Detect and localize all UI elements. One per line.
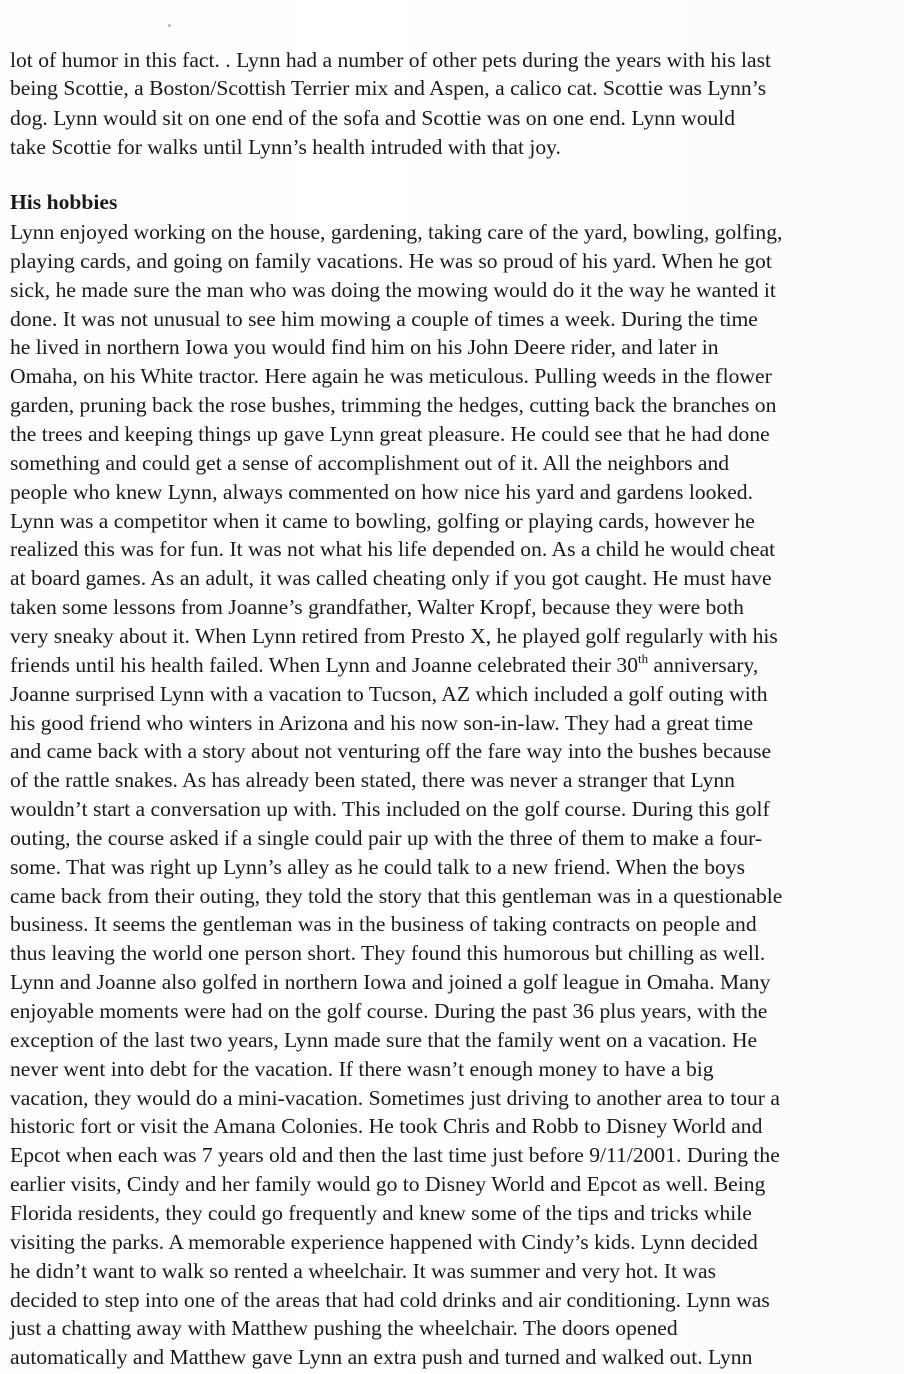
text-line [10, 651, 758, 679]
text-line: historic fort or visit the Amana Colonies. He took Chris and Robb to Disney World and [10, 1114, 763, 1139]
text-line: and came back with a story about not venturing off the fare way into the bushes because [10, 739, 772, 764]
text-line: exception of the last two years, Lynn made sure that the family went on a vacation. He [10, 1027, 758, 1052]
text-line: the trees and keeping things up gave Lynn great pleasure. He could see that he had done [10, 422, 770, 446]
text-line: he lived in northern Iowa you would find him on his John Deere rider, and later in [10, 335, 719, 360]
text-line: done. It was not unusual to see him mowing a couple of times a week. During the time [10, 306, 758, 331]
text-line: being Scottie, a Boston/Scottish Terrier mix and Aspen, a calico cat. Scottie was Lynn’s [10, 76, 767, 100]
text-line: earlier visits, Cindy and her family would go to Disney World and Epcot as well. Being [10, 1172, 766, 1197]
text-line: visiting the parks. A memorable experience happened with Cindy’s kids. Lynn decided [10, 1229, 758, 1254]
text-line-main: friends until his health failed. When Lynn and Joanne celebrated their 30 [10, 652, 639, 677]
text-line: Omaha, on his White tractor. Here again he was meticulous. Pulling weeds in the flower [10, 364, 772, 389]
text-line: Epcot when each was 7 years old and then the last time just before 9/11/2001. During the [10, 1143, 780, 1168]
text-line: people who knew Lynn, always commented on how nice his yard and gardens looked. [10, 479, 754, 504]
text-line: Florida residents, they could go frequently and knew some of the tips and tricks while [10, 1200, 752, 1225]
text-line: decided to step into one of the areas that had cold drinks and air conditioning. Lynn was [10, 1287, 770, 1312]
text-line: Joanne surprised Lynn with a vacation to Tucson, AZ which included a golf outing with [10, 681, 768, 706]
text-line: of the rattle snakes. As has already been stated, there was never a stranger that Lynn [10, 768, 735, 793]
text-line: lot of humor in this fact. . Lynn had a number of other pets during the years with his last [10, 48, 772, 72]
text-line: wouldn’t start a conversation up with. This included on the golf course. During this golf [10, 797, 770, 821]
text-line: take Scottie for walks until Lynn’s health intruded with that joy. [10, 135, 561, 159]
scan-speck [168, 24, 171, 27]
text-line: dog. Lynn would sit on one end of the sofa and Scottie was on one end. Lynn would [10, 106, 736, 130]
text-line: vacation, they would do a mini-vacation. Sometimes just driving to another area to tour a [10, 1085, 780, 1110]
text-line: very sneaky about it. When Lynn retired from Presto X, he played golf regularly with his [10, 623, 778, 648]
text-line: sick, he made sure the man who was doing the mowing would do it the way he wanted it [10, 277, 776, 302]
text-line: Lynn was a competitor when it came to bowling, golfing or playing cards, however he [10, 508, 755, 533]
text-line: automatically and Matthew gave Lynn an extra push and turned and walked out. Lynn [10, 1345, 753, 1370]
text-line: never went into debt for the vacation. If there wasn’t enough money to have a big [10, 1056, 714, 1081]
text-line: just a chatting away with Matthew pushing the wheelchair. The doors opened [10, 1316, 678, 1341]
text-line: realized this was for fun. It was not what his life depended on. As a child he would cheat [10, 537, 776, 562]
section-heading: His hobbies [10, 190, 118, 214]
text-line: thus leaving the world one person short. They found this humorous but chilling as well. [10, 941, 766, 966]
text-line: enjoyable moments were had on the golf course. During the past 36 plus years, with the [10, 999, 768, 1023]
text-line: Lynn and Joanne also golfed in northern Iowa and joined a golf league in Omaha. Many [10, 970, 771, 995]
text-line: outing, the course asked if a single could pair up with the three of them to make a four- [10, 825, 763, 850]
text-line: he didn’t want to walk so rented a wheelchair. It was summer and very hot. It was [10, 1258, 717, 1283]
text-line: playing cards, and going on family vacations. He was so proud of his yard. When he got [10, 248, 772, 273]
ordinal-suffix: th [638, 650, 649, 666]
text-line: some. That was right up Lynn’s alley as he could talk to a new friend. When the boys [10, 854, 746, 879]
text-line: business. It seems the gentleman was in the business of taking contracts on people and [10, 912, 757, 937]
text-line: Lynn enjoyed working on the house, gardening, taking care of the yard, bowling, golfing, [10, 220, 783, 244]
text-line: garden, pruning back the rose bushes, trimming the hedges, cutting back the branches on [10, 393, 777, 418]
text-line: came back from their outing, they told the story that this gentleman was in a questionable [10, 883, 783, 908]
text-line: something and could get a sense of accomplishment out of it. All the neighbors and [10, 450, 730, 475]
text-line-tail: anniversary, [648, 652, 759, 677]
text-line: at board games. As an adult, it was called cheating only if you got caught. He must have [10, 566, 772, 591]
text-line: his good friend who winters in Arizona and his now son-in-law. They had a great time [10, 710, 754, 735]
text-line: taken some lessons from Joanne’s grandfather, Walter Kropf, because they were both [10, 595, 744, 619]
